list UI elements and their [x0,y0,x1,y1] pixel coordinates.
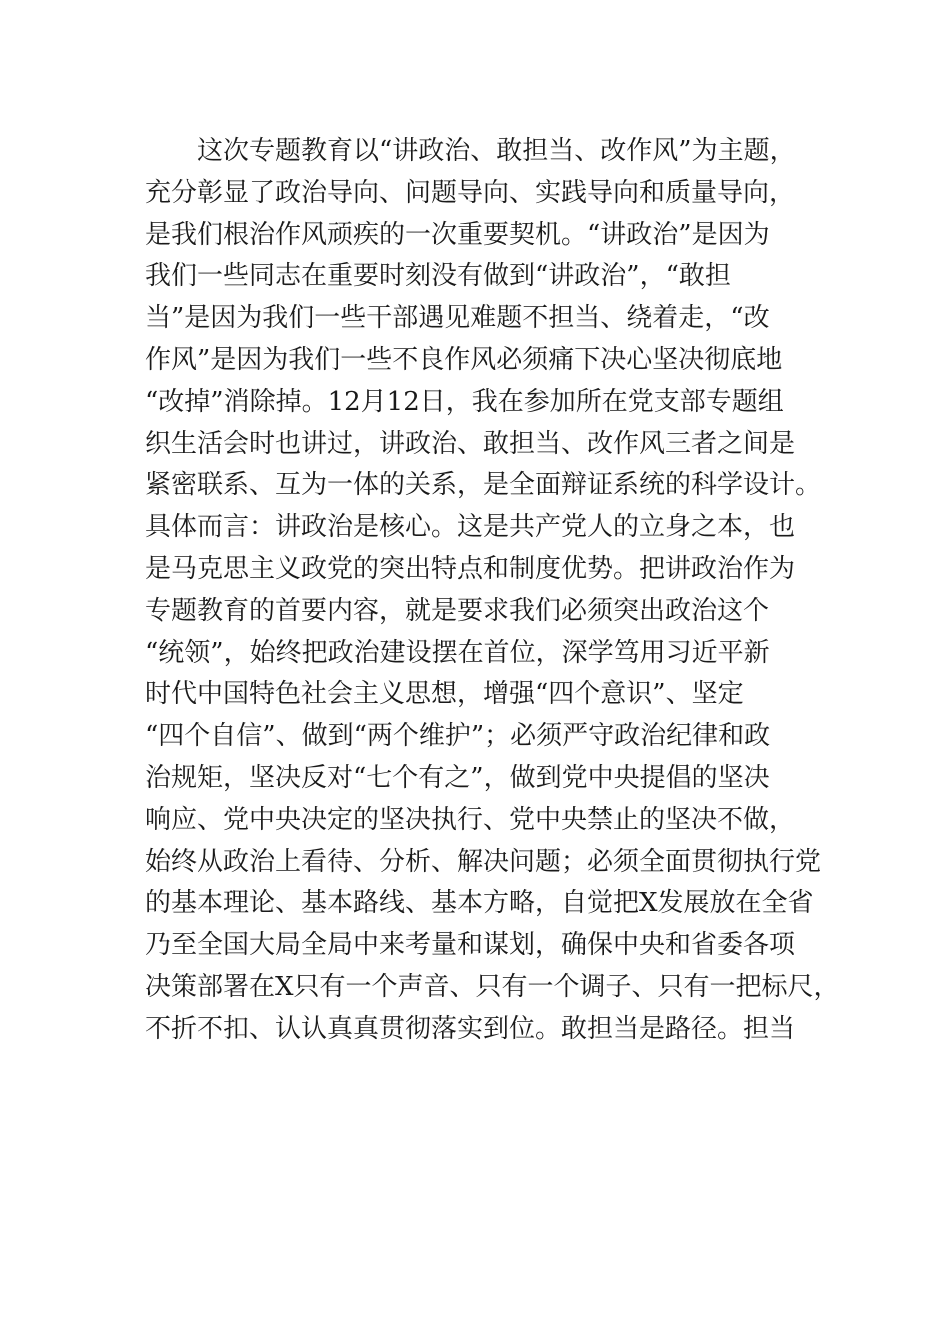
text-line: 当”是因为我们一些干部遇见难题不担当、绕着走，“改 [145,303,770,334]
text-line: 决策部署在X只有一个声音、只有一个调子、只有一把标尺， [145,971,840,1002]
text-line: 具体而言：讲政治是核心。这是共产党人的立身之本，也 [145,512,796,543]
document-body [145,131,840,1051]
text-line: 作风”是因为我们一些不良作风必须痛下决心坚决彻底地 [145,344,783,375]
text-line: 专题教育的首要内容，就是要求我们必须突出政治这个 [145,595,770,626]
text-line: “四个自信”、做到“两个维护”；必须严守政治纪律和政 [145,721,771,752]
text-line: “改掉”消除掉。12月12日，我在参加所在党支部专题组 [145,386,784,417]
text-line: 时代中国特色社会主义思想，增强“四个意识”、坚定 [145,679,744,710]
text-line: 响应、党中央决定的坚决执行、党中央禁止的坚决不做， [145,804,796,835]
text-line: 的基本理论、基本路线、基本方略，自觉把X发展放在全省 [145,888,814,919]
text-line: 是马克思主义政党的突出特点和制度优势。把讲政治作为 [145,553,796,584]
text-line: 充分彰显了政治导向、问题导向、实践导向和质量导向， [145,177,796,208]
text-line: “统领”，始终把政治建设摆在首位，深学笃用习近平新 [145,637,770,668]
text-line: 我们一些同志在重要时刻没有做到“讲政治”，“敢担 [145,261,731,292]
text-line: 不折不扣、认认真真贯彻落实到位。敢担当是路径。担当 [145,1013,796,1044]
text-line: 这次专题教育以“讲政治、敢担当、改作风”为主题， [197,136,796,166]
text-line: 织生活会时也讲过，讲政治、敢担当、改作风三者之间是 [145,428,796,459]
text-line: 始终从政治上看待、分析、解决问题；必须全面贯彻执行党 [145,846,822,877]
text-line: 乃至全国大局全局中来考量和谋划，确保中央和省委各项 [145,930,796,961]
text-line: 治规矩，坚决反对“七个有之”，做到党中央提倡的坚决 [145,762,770,793]
text-line: 是我们根治作风顽疾的一次重要契机。“讲政治”是因为 [145,219,770,250]
text-line: 紧密联系、互为一体的关系，是全面辩证系统的科学设计。 [145,470,822,501]
